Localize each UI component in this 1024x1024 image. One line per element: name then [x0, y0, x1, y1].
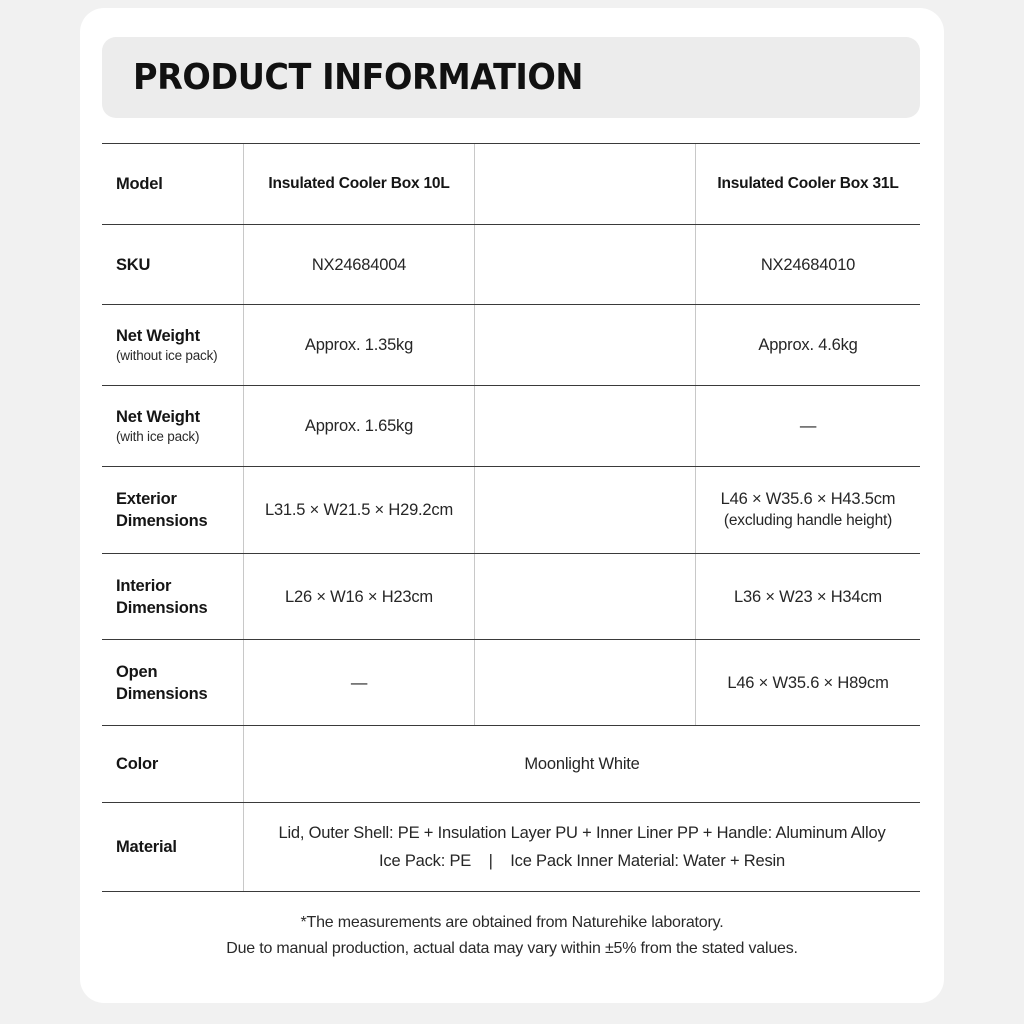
- exterior-label-line1: Exterior: [116, 490, 177, 508]
- table-row-interior-dimensions: [102, 553, 920, 639]
- material-line2: Ice Pack: PE | Ice Pack Inner Material: Water + Resin: [379, 852, 785, 870]
- table-row-material: [102, 802, 920, 892]
- open-10l: —: [350, 673, 368, 692]
- footnote: [80, 910, 944, 962]
- net-weight-sublabel: (with ice pack): [116, 429, 200, 444]
- title-bar: [102, 37, 920, 118]
- exterior-31l-cell: [696, 467, 920, 553]
- exterior-10l: L31.5 × W21.5 × H29.2cm: [264, 501, 453, 519]
- table-row-color: [102, 725, 920, 802]
- footnote-line2: Due to manual production, actual data may vary within ±5% from the stated values.: [226, 940, 798, 957]
- net-weight-no-ice-10l: Approx. 1.35kg: [304, 336, 414, 354]
- sku-31l: NX24684010: [760, 255, 856, 274]
- material-cell: [244, 803, 920, 891]
- product-info-card: [80, 8, 944, 1003]
- net-weight-label: Net Weight: [116, 408, 200, 426]
- row-label-sku: [116, 225, 242, 304]
- material-line1: Lid, Outer Shell: PE + Insulation Layer PU + Inner Liner PP + Handle: Aluminum Alloy: [278, 824, 886, 842]
- model-10l: Insulated Cooler Box 10L: [268, 175, 450, 192]
- sku-10l: NX24684004: [311, 255, 407, 274]
- net-weight-label: Net Weight: [116, 327, 200, 345]
- table-row-net-weight-no-ice: [102, 304, 920, 385]
- row-label-net-weight-ice: [116, 386, 242, 466]
- model-31l: Insulated Cooler Box 31L: [717, 175, 899, 192]
- net-weight-ice-31l: —: [799, 417, 817, 435]
- open-label-line1: Open: [116, 662, 158, 681]
- table-row-sku: [102, 224, 920, 304]
- interior-31l: L36 × W23 × H34cm: [734, 587, 882, 606]
- net-weight-no-ice-31l: Approx. 4.6kg: [758, 336, 858, 354]
- row-label-color: [116, 726, 242, 802]
- table-row-open-dimensions: [102, 639, 920, 725]
- exterior-31l: L46 × W35.6 × H43.5cm: [720, 490, 896, 508]
- open-label-line2: Dimensions: [116, 684, 208, 703]
- table-row-net-weight-ice: [102, 385, 920, 466]
- row-label-exterior: [116, 467, 242, 553]
- footnote-line1: *The measurements are obtained from Naturehike laboratory.: [300, 914, 724, 931]
- model-label: Model: [116, 175, 163, 193]
- color-label: Color: [116, 755, 159, 773]
- open-31l: L46 × W35.6 × H89cm: [727, 673, 889, 692]
- table-row-model: [102, 143, 920, 224]
- row-label-interior: [116, 554, 242, 639]
- interior-10l: L26 × W16 × H23cm: [285, 587, 433, 606]
- interior-label-line1: Interior: [116, 576, 172, 595]
- exterior-31l-note: (excluding handle height): [723, 512, 893, 529]
- color-value: Moonlight White: [524, 755, 640, 773]
- row-label-open: [116, 640, 242, 725]
- net-weight-ice-10l: Approx. 1.65kg: [304, 417, 414, 435]
- table-row-exterior-dimensions: [102, 466, 920, 553]
- row-label-net-weight-no-ice: [116, 305, 242, 385]
- net-weight-sublabel: (without ice pack): [116, 348, 218, 363]
- row-label-material: [116, 803, 242, 891]
- exterior-label-line2: Dimensions: [116, 512, 208, 530]
- material-label: Material: [116, 838, 177, 856]
- page-title: PRODUCT INFORMATION: [133, 57, 583, 98]
- interior-label-line2: Dimensions: [116, 598, 208, 617]
- sku-label: SKU: [116, 255, 151, 274]
- row-label-model: [116, 144, 242, 224]
